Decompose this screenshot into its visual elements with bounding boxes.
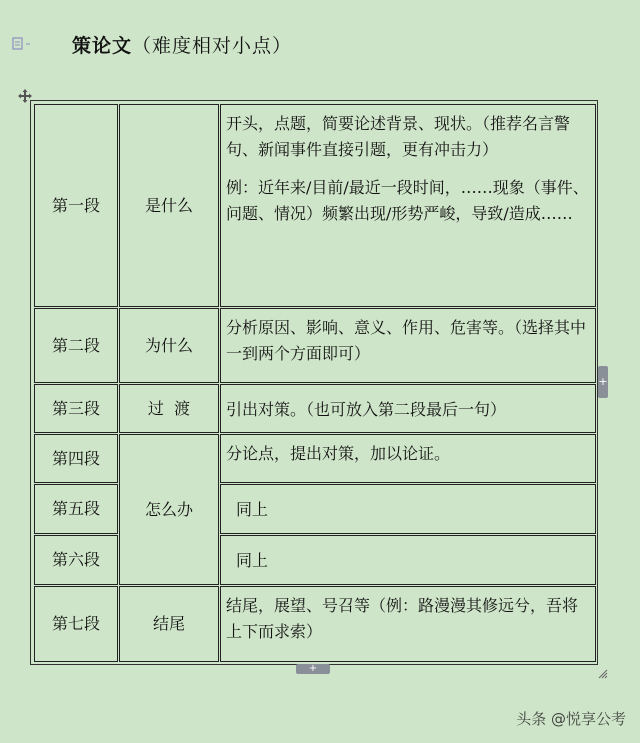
table-cell-segment: 第六段 [34,535,118,585]
content-paragraph: 例：近年来/目前/最近一段时间，……现象（事件、问题、情况）频繁出现/形势严峻，导致/造成…… [226,178,589,223]
table-cell-content [220,434,596,483]
title-subtitle: （难度相对小点） [132,35,293,57]
table-cell-stage: 是什么 [119,104,219,307]
content-paragraph: 同上 [236,551,269,570]
table-cell-content [220,586,596,662]
table-resize-handle-icon[interactable] [598,664,608,674]
table-cell-stage: 过 渡 [119,384,219,433]
document-icon [12,37,34,51]
title-main: 策论文 [72,35,133,57]
page-title [72,34,292,58]
table-cell-segment: 第七段 [34,586,118,662]
table-cell-segment: 第三段 [34,384,118,433]
table-cell-stage: 为什么 [119,308,219,383]
table-cell-segment: 第二段 [34,308,118,383]
watermark: 头条 @悦享公考 [516,710,626,728]
content-paragraph: 结尾，展望、号召等（例：路漫漫其修远兮，吾将上下而求索） [226,596,579,641]
table-cell-segment: 第一段 [34,104,118,307]
table-cell-content [220,104,596,307]
table-cell-stage: 怎么办 [119,434,219,585]
table-cell-content [220,308,596,383]
table-cell-content [220,535,596,585]
outline-table [30,100,598,665]
content-paragraph: 开头，点题，简要论述背景、现状。（推荐名言警句、新闻事件直接引题，更有冲击力） [226,114,571,159]
table-cell-segment: 第四段 [34,434,118,483]
table-cell-segment: 第五段 [34,484,118,534]
content-paragraph: 分论点，提出对策，加以论证。 [226,444,451,463]
table-cell-stage: 结尾 [119,586,219,662]
content-paragraph: 引出对策。（也可放入第二段最后一句） [226,399,507,419]
table-cell-content [220,384,596,433]
add-row-button[interactable]: + [296,664,330,674]
content-paragraph: 分析原因、影响、意义、作用、危害等。（选择其中一到两个方面即可） [226,318,587,363]
add-column-button[interactable]: + [598,366,608,398]
content-paragraph: 同上 [236,500,269,519]
table-cell-content [220,484,596,534]
